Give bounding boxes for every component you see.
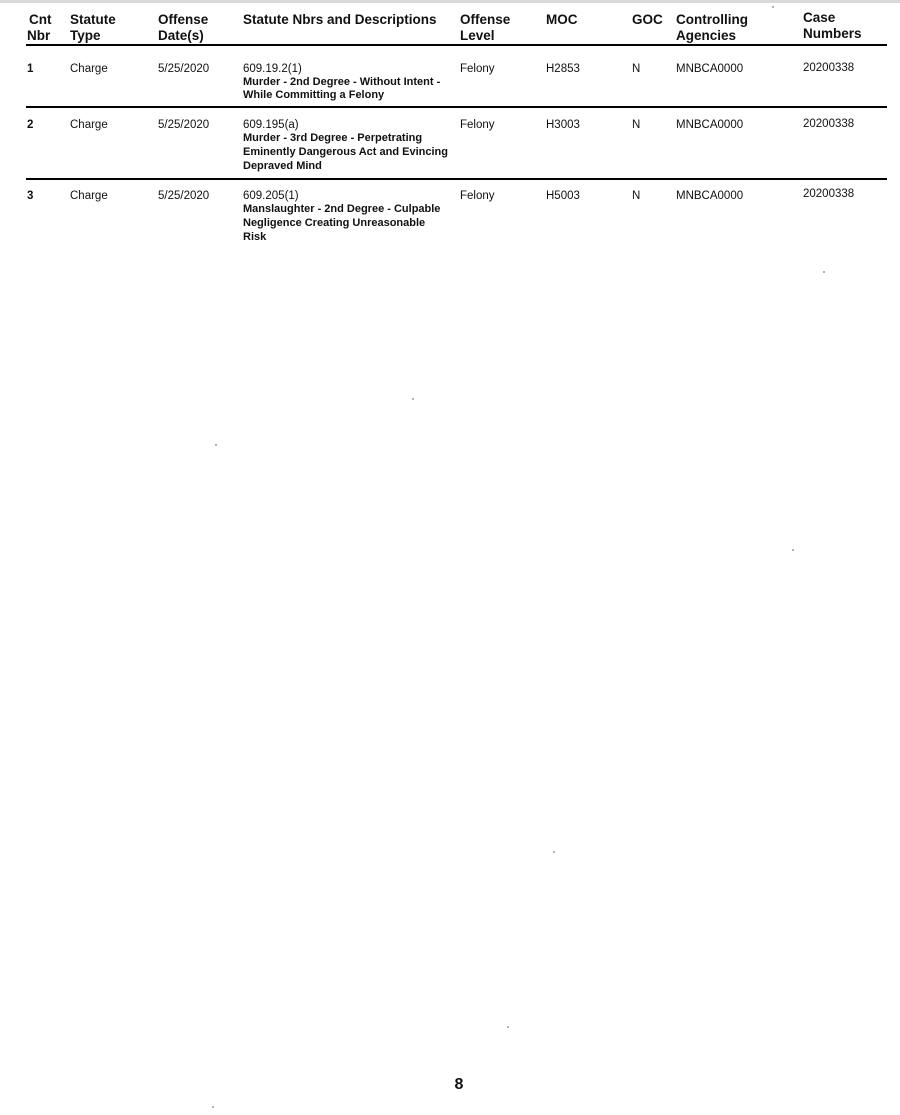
row-statute-number: 609.205(1)	[243, 190, 299, 202]
header-offense-level-line1: Offense	[460, 12, 511, 27]
row-offense-date: 5/25/2020	[158, 63, 210, 75]
header-statute-type-line2: Type	[70, 28, 101, 43]
scan-speck	[792, 549, 794, 551]
header-controlling-agencies-line2: Agencies	[676, 28, 737, 43]
row-offense-date: 5/25/2020	[158, 119, 210, 131]
row-goc: N	[632, 119, 641, 131]
header-cnt-nbr-line2: Nbr	[27, 28, 51, 43]
row-description-line: Murder - 3rd Degree - Perpetrating	[243, 132, 423, 144]
header-statute-type-line1: Statute	[70, 12, 116, 27]
row-statute-type: Charge	[70, 119, 108, 131]
row-description-line: Murder - 2nd Degree - Without Intent -	[243, 76, 441, 88]
row-cnt: 1	[27, 63, 34, 75]
row-statute-type: Charge	[70, 190, 108, 202]
row-cnt: 2	[27, 119, 34, 131]
header-case-numbers-line1: Case	[803, 10, 836, 25]
row-offense-level: Felony	[460, 190, 495, 202]
header-statute-descriptions: Statute Nbrs and Descriptions	[243, 12, 437, 27]
row-controlling-agency: MNBCA0000	[676, 190, 744, 202]
header-controlling-agencies-line1: Controlling	[676, 12, 748, 27]
scan-speck	[212, 1106, 214, 1108]
row-moc: H2853	[546, 63, 580, 75]
scan-speck	[507, 1026, 509, 1028]
header-case-numbers-line2: Numbers	[803, 26, 862, 41]
row-description-line: Manslaughter - 2nd Degree - Culpable	[243, 203, 441, 215]
scan-speck	[772, 6, 774, 8]
row-cnt: 3	[27, 190, 34, 202]
header-offense-dates-line2: Date(s)	[158, 28, 204, 43]
row-offense-date: 5/25/2020	[158, 190, 210, 202]
row-goc: N	[632, 63, 641, 75]
row-description-line: Eminently Dangerous Act and Evincing	[243, 146, 448, 158]
header-offense-level-line2: Level	[460, 28, 495, 43]
row-controlling-agency: MNBCA0000	[676, 119, 744, 131]
row-description-line: While Committing a Felony	[243, 89, 385, 101]
row-description-line: Risk	[243, 231, 267, 243]
page-top-edge	[0, 0, 900, 3]
page-number: 8	[454, 1076, 464, 1093]
row-case-number: 20200338	[803, 188, 855, 200]
scan-speck	[823, 271, 825, 273]
row-case-number: 20200338	[803, 62, 855, 74]
row-moc: H3003	[546, 119, 580, 131]
header-goc: GOC	[632, 12, 663, 27]
row-statute-number: 609.19.2(1)	[243, 63, 302, 75]
row-description-line: Depraved Mind	[243, 160, 322, 172]
row-divider	[26, 178, 887, 180]
row-moc: H5003	[546, 190, 580, 202]
scan-speck	[215, 444, 217, 446]
scan-speck	[412, 398, 414, 400]
row-controlling-agency: MNBCA0000	[676, 63, 744, 75]
row-description-line: Negligence Creating Unreasonable	[243, 217, 426, 229]
row-case-number: 20200338	[803, 118, 855, 130]
row-divider	[26, 106, 887, 108]
scan-speck	[553, 851, 555, 853]
header-offense-dates-line1: Offense	[158, 12, 209, 27]
row-goc: N	[632, 190, 641, 202]
row-offense-level: Felony	[460, 119, 495, 131]
header-rule	[26, 44, 887, 46]
row-statute-number: 609.195(a)	[243, 119, 299, 131]
header-moc: MOC	[546, 12, 578, 27]
header-cnt-nbr-line1: Cnt	[29, 12, 52, 27]
row-offense-level: Felony	[460, 63, 495, 75]
row-statute-type: Charge	[70, 63, 108, 75]
